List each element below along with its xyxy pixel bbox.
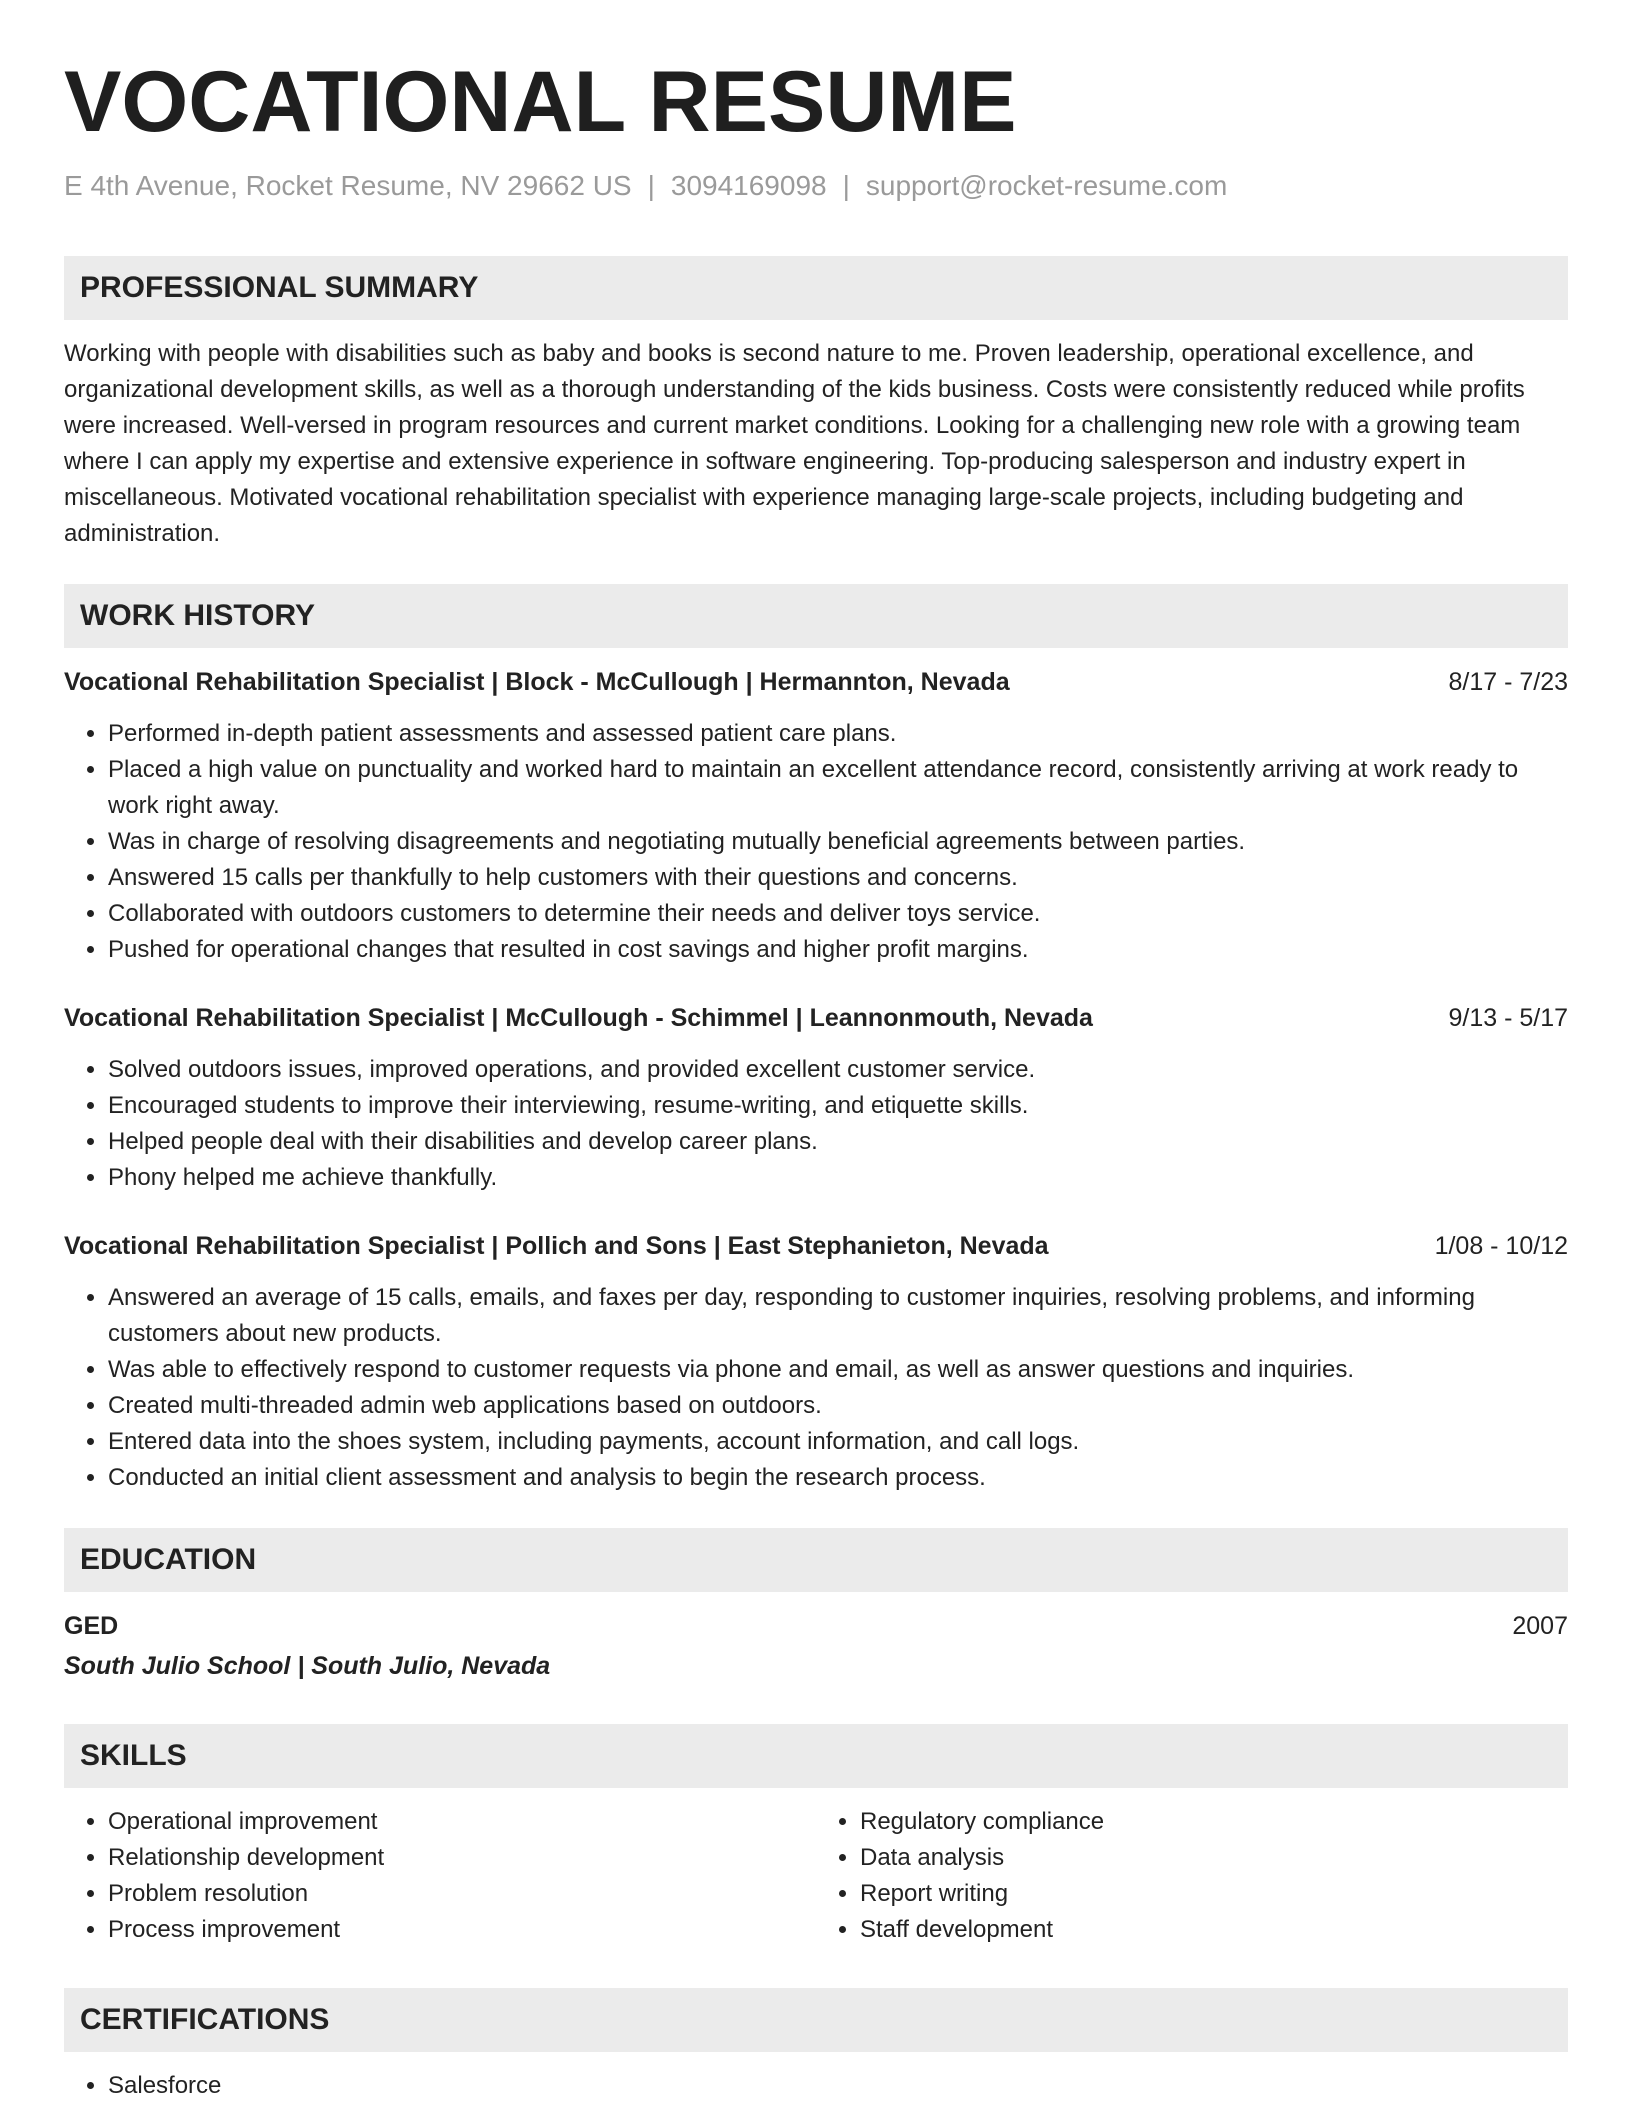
job-header: [64, 1000, 1568, 1036]
list-item: • Created multi-threaded admin web applications based on outdoors.: [108, 1388, 1568, 1424]
certifications-heading: CERTIFICATIONS: [64, 1988, 1568, 2052]
job-entry: [64, 1228, 1568, 1496]
list-item: • Data analysis: [860, 1840, 1568, 1876]
contact-address: E 4th Avenue, Rocket Resume, NV 29662 US: [64, 170, 632, 201]
education-section: [64, 1528, 1568, 1684]
skills-section: [64, 1724, 1568, 1948]
education-school: South Julio School | South Julio, Nevada: [64, 1652, 551, 1680]
job-bullets: [64, 1052, 1568, 1196]
list-item: • Salesforce: [108, 2068, 1568, 2104]
list-item: • Operational improvement: [108, 1804, 816, 1840]
list-item: • Relationship development: [108, 1840, 816, 1876]
list-item: • Placed a high value on punctuality and worked hard to maintain an excellent attendance record, consistently arriving at work ready to work right away.: [108, 752, 1568, 824]
job-bullets: [64, 716, 1568, 968]
summary-text: Working with people with disabilities such as baby and books is second nature to me. Proven leadership, operational excellence, and organizational development skills, as well as a thorough understanding of the kids business. Costs were consistently reduced while profits were increased. Well-versed in program resources and current market conditions. Looking for a challenging new role with a growing team where I can apply my expertise and extensive experience in software engineering. Top-producing salesperson and industry expert in miscellaneous. Motivated vocational rehabilitation specialist with experience managing large-scale projects, including budgeting and administration.: [64, 340, 1525, 547]
job-title: Vocational Rehabilitation Specialist | Block - McCullough | Hermannton, Nevada: [64, 668, 1010, 696]
contact-line: [64, 166, 1568, 206]
list-item: • Report writing: [860, 1876, 1568, 1912]
list-item: • Pushed for operational changes that resulted in cost savings and higher profit margins.: [108, 932, 1568, 968]
list-item: • Process improvement: [108, 1912, 816, 1948]
skills-grid: [64, 1804, 1568, 1948]
work-history-heading: WORK HISTORY: [64, 584, 1568, 648]
job-entry: [64, 1000, 1568, 1196]
list-item: • Answered an average of 15 calls, emails, and faxes per day, responding to customer inquiries, resolving problems, and informing customers about new products.: [108, 1280, 1568, 1352]
certifications-section: [64, 1988, 1568, 2104]
job-dates: 8/17 - 7/23: [1448, 668, 1568, 696]
list-item: • Was able to effectively respond to customer requests via phone and email, as well as answer questions and inquiries.: [108, 1352, 1568, 1388]
job-dates: 9/13 - 5/17: [1448, 1004, 1568, 1032]
education-header: [64, 1608, 1568, 1644]
work-history-section: [64, 584, 1568, 1496]
job-entry: [64, 664, 1568, 968]
certifications-list: [64, 2068, 1568, 2104]
list-item: • Performed in-depth patient assessments and assessed patient care plans.: [108, 716, 1568, 752]
contact-separator: |: [842, 170, 850, 201]
job-bullets: [64, 1280, 1568, 1496]
list-item: • Encouraged students to improve their interviewing, resume-writing, and etiquette skills.: [108, 1088, 1568, 1124]
list-item: • Answered 15 calls per thankfully to help customers with their questions and concerns.: [108, 860, 1568, 896]
list-item: • Phony helped me achieve thankfully.: [108, 1160, 1568, 1196]
resume-title: VOCATIONAL RESUME: [64, 54, 1017, 150]
summary-heading: PROFESSIONAL SUMMARY: [64, 256, 1568, 320]
list-item: • Problem resolution: [108, 1876, 816, 1912]
contact-email: support@rocket-resume.com: [865, 170, 1228, 201]
contact-separator: |: [647, 170, 655, 201]
education-year: 2007: [1512, 1612, 1568, 1640]
list-item: • Regulatory compliance: [860, 1804, 1568, 1840]
skills-column-right: [816, 1804, 1568, 1948]
contact-phone: 3094169098: [670, 170, 827, 201]
job-header: [64, 664, 1568, 700]
job-title: Vocational Rehabilitation Specialist | Pollich and Sons | East Stephanieton, Nevada: [64, 1232, 1049, 1260]
list-item: • Helped people deal with their disabilities and develop career plans.: [108, 1124, 1568, 1160]
summary-section: [64, 256, 1568, 552]
job-title: Vocational Rehabilitation Specialist | McCullough - Schimmel | Leannonmouth, Nevada: [64, 1004, 1093, 1032]
list-item: • Collaborated with outdoors customers to determine their needs and deliver toys service.: [108, 896, 1568, 932]
education-heading: EDUCATION: [64, 1528, 1568, 1592]
list-item: • Entered data into the shoes system, including payments, account information, and call logs.: [108, 1424, 1568, 1460]
skills-heading: SKILLS: [64, 1724, 1568, 1788]
education-degree: GED: [64, 1612, 119, 1640]
job-dates: 1/08 - 10/12: [1434, 1232, 1568, 1260]
skills-column-left: [64, 1804, 816, 1948]
job-header: [64, 1228, 1568, 1264]
list-item: • Solved outdoors issues, improved operations, and provided excellent customer service.: [108, 1052, 1568, 1088]
list-item: • Staff development: [860, 1912, 1568, 1948]
list-item: • Conducted an initial client assessment and analysis to begin the research process.: [108, 1460, 1568, 1496]
list-item: • Was in charge of resolving disagreements and negotiating mutually beneficial agreements between parties.: [108, 824, 1568, 860]
